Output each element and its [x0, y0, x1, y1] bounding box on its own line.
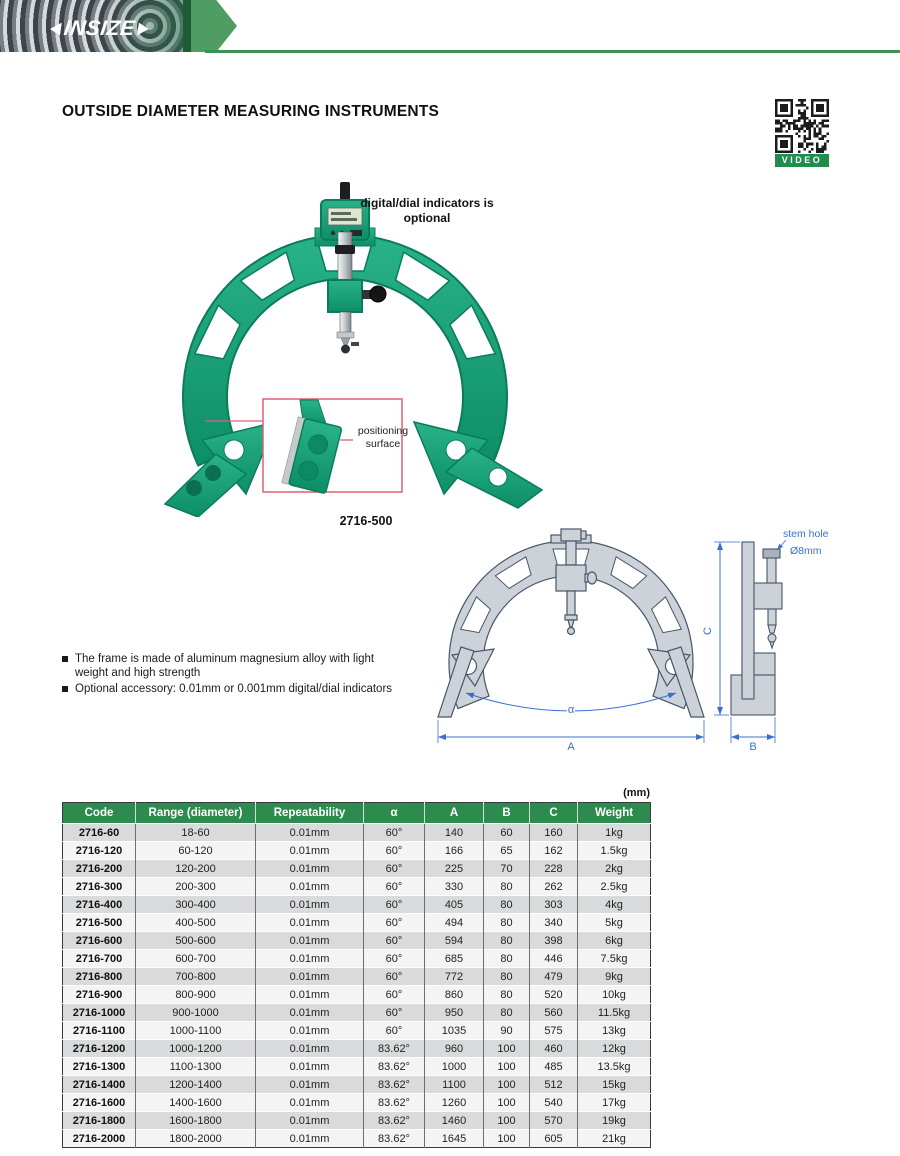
cell-value: 225 [425, 860, 484, 878]
spec-table-body [63, 824, 651, 1148]
cell-value: 60° [364, 986, 425, 1004]
stem-hole-label: stem hole [783, 528, 829, 540]
cell-code: 2716-1800 [63, 1112, 136, 1130]
cell-value: 1800-2000 [136, 1130, 256, 1148]
cell-value: 685 [425, 950, 484, 968]
cell-value: 21kg [578, 1130, 651, 1148]
cell-value: 1200-1400 [136, 1076, 256, 1094]
cell-value: 60° [364, 914, 425, 932]
cell-value: 446 [530, 950, 578, 968]
banner-green-arrow-icon [191, 0, 237, 52]
qr-code[interactable] [775, 99, 829, 153]
front-view [438, 529, 704, 717]
cell-value: 80 [484, 1004, 530, 1022]
features-list [62, 652, 407, 698]
dim-b-label: B [749, 741, 757, 753]
cell-value: 80 [484, 932, 530, 950]
cell-value: 1000-1100 [136, 1022, 256, 1040]
cell-value: 600-700 [136, 950, 256, 968]
table-row [63, 950, 651, 968]
table-row [63, 1130, 651, 1148]
cell-code: 2716-300 [63, 878, 136, 896]
cell-value: 540 [530, 1094, 578, 1112]
cell-value: 1460 [425, 1112, 484, 1130]
table-row [63, 1040, 651, 1058]
cell-value: 17kg [578, 1094, 651, 1112]
cell-value: 0.01mm [256, 1076, 364, 1094]
cell-value: 100 [484, 1094, 530, 1112]
cell-code: 2716-120 [63, 842, 136, 860]
stem-hole-size-label: Ø8mm [790, 545, 822, 557]
cell-value: 83.62° [364, 1040, 425, 1058]
cell-value: 100 [484, 1112, 530, 1130]
cell-code: 2716-60 [63, 824, 136, 842]
col-header-repeatability: Repeatability [256, 803, 364, 824]
cell-value: 575 [530, 1022, 578, 1040]
table-header-row [63, 803, 651, 824]
cell-value: 512 [530, 1076, 578, 1094]
cell-code: 2716-1100 [63, 1022, 136, 1040]
cell-code: 2716-700 [63, 950, 136, 968]
table-row [63, 1022, 651, 1040]
cell-value: 1400-1600 [136, 1094, 256, 1112]
cell-value: 83.62° [364, 1058, 425, 1076]
cell-value: 166 [425, 842, 484, 860]
cell-value: 100 [484, 1058, 530, 1076]
cell-value: 960 [425, 1040, 484, 1058]
cell-code: 2716-400 [63, 896, 136, 914]
table-row [63, 986, 651, 1004]
cell-value: 1.5kg [578, 842, 651, 860]
cell-code: 2716-1400 [63, 1076, 136, 1094]
cell-value: 5kg [578, 914, 651, 932]
cell-value: 120-200 [136, 860, 256, 878]
cell-value: 0.01mm [256, 914, 364, 932]
feature-item: Optional accessory: 0.01mm or 0.001mm digital/dial indicators [62, 682, 407, 696]
cell-value: 479 [530, 968, 578, 986]
cell-value: 90 [484, 1022, 530, 1040]
table-row [63, 824, 651, 842]
cell-value: 60° [364, 860, 425, 878]
table-row [63, 842, 651, 860]
cell-value: 10kg [578, 986, 651, 1004]
table-row [63, 1094, 651, 1112]
cell-value: 0.01mm [256, 1040, 364, 1058]
cell-value: 80 [484, 896, 530, 914]
cell-value: 340 [530, 914, 578, 932]
cell-value: 1100-1300 [136, 1058, 256, 1076]
feature-item: The frame is made of aluminum magnesium alloy with light weight and high strength [62, 652, 407, 680]
cell-value: 494 [425, 914, 484, 932]
positioning-surface-label: positioning surface [357, 425, 409, 450]
cell-code: 2716-1200 [63, 1040, 136, 1058]
cell-value: 0.01mm [256, 842, 364, 860]
cell-value: 60° [364, 950, 425, 968]
cell-value: 80 [484, 950, 530, 968]
cell-value: 80 [484, 914, 530, 932]
cell-value: 860 [425, 986, 484, 1004]
cell-value: 950 [425, 1004, 484, 1022]
cell-value: 560 [530, 1004, 578, 1022]
col-header-a: A [425, 803, 484, 824]
cell-value: 83.62° [364, 1112, 425, 1130]
cell-code: 2716-1300 [63, 1058, 136, 1076]
cell-code: 2716-1600 [63, 1094, 136, 1112]
cell-value: 100 [484, 1076, 530, 1094]
cell-code: 2716-200 [63, 860, 136, 878]
table-row [63, 914, 651, 932]
col-header-b: B [484, 803, 530, 824]
cell-value: 7.5kg [578, 950, 651, 968]
technical-drawing [430, 523, 900, 768]
page-title: OUTSIDE DIAMETER MEASURING INSTRUMENTS [62, 103, 440, 120]
insize-logo [48, 17, 150, 41]
cell-value: 0.01mm [256, 1058, 364, 1076]
cell-value: 460 [530, 1040, 578, 1058]
cell-value: 0.01mm [256, 1112, 364, 1130]
cell-value: 1035 [425, 1022, 484, 1040]
cell-value: 0.01mm [256, 1130, 364, 1148]
cell-value: 60° [364, 824, 425, 842]
cell-value: 6kg [578, 932, 651, 950]
cell-value: 1260 [425, 1094, 484, 1112]
cell-code: 2716-800 [63, 968, 136, 986]
cell-value: 80 [484, 986, 530, 1004]
cell-value: 2kg [578, 860, 651, 878]
table-row [63, 1112, 651, 1130]
cell-value: 160 [530, 824, 578, 842]
cell-value: 60-120 [136, 842, 256, 860]
cell-value: 0.01mm [256, 1022, 364, 1040]
cell-value: 100 [484, 1130, 530, 1148]
cell-value: 570 [530, 1112, 578, 1130]
cell-value: 83.62° [364, 1076, 425, 1094]
banner-green-rule [205, 50, 900, 53]
cell-value: 9kg [578, 968, 651, 986]
cell-value: 65 [484, 842, 530, 860]
cell-value: 15kg [578, 1076, 651, 1094]
cell-value: 11.5kg [578, 1004, 651, 1022]
table-row [63, 1058, 651, 1076]
logo-right-arrow-icon [137, 23, 150, 36]
table-row [63, 878, 651, 896]
cell-value: 13kg [578, 1022, 651, 1040]
cell-value: 1kg [578, 824, 651, 842]
annotation-optional-indicators: digital/dial indicators is optional [360, 196, 494, 225]
cell-value: 1600-1800 [136, 1112, 256, 1130]
cell-value: 0.01mm [256, 860, 364, 878]
cell-value: 60° [364, 1004, 425, 1022]
cell-value: 60° [364, 932, 425, 950]
cell-value: 19kg [578, 1112, 651, 1130]
cell-code: 2716-2000 [63, 1130, 136, 1148]
cell-value: 300-400 [136, 896, 256, 914]
logo-left-arrow-icon [49, 23, 62, 36]
product-model-label: 2716-500 [339, 514, 393, 528]
cell-value: 4kg [578, 896, 651, 914]
cell-value: 0.01mm [256, 950, 364, 968]
cell-value: 405 [425, 896, 484, 914]
cell-value: 0.01mm [256, 1004, 364, 1022]
cell-value: 83.62° [364, 1130, 425, 1148]
cell-value: 398 [530, 932, 578, 950]
cell-value: 60° [364, 878, 425, 896]
cell-value: 400-500 [136, 914, 256, 932]
cell-value: 83.62° [364, 1094, 425, 1112]
cell-value: 60° [364, 896, 425, 914]
cell-value: 80 [484, 968, 530, 986]
cell-value: 1100 [425, 1076, 484, 1094]
cell-value: 0.01mm [256, 896, 364, 914]
logo-text: INSIZE [62, 17, 137, 40]
dim-alpha-label: α [567, 704, 575, 716]
table-row [63, 860, 651, 878]
cell-value: 60° [364, 842, 425, 860]
cell-value: 0.01mm [256, 1094, 364, 1112]
cell-value: 1645 [425, 1130, 484, 1148]
dim-a-label: A [567, 741, 575, 753]
cell-value: 0.01mm [256, 824, 364, 842]
cell-value: 500-600 [136, 932, 256, 950]
cell-value: 772 [425, 968, 484, 986]
cell-value: 60° [364, 968, 425, 986]
cell-value: 60 [484, 824, 530, 842]
cell-value: 330 [425, 878, 484, 896]
cell-value: 0.01mm [256, 878, 364, 896]
cell-value: 605 [530, 1130, 578, 1148]
cell-value: 12kg [578, 1040, 651, 1058]
cell-code: 2716-600 [63, 932, 136, 950]
dim-c-label: C [702, 627, 714, 635]
table-row [63, 932, 651, 950]
col-header-code: Code [63, 803, 136, 824]
cell-value: 140 [425, 824, 484, 842]
cell-value: 0.01mm [256, 932, 364, 950]
cell-value: 520 [530, 986, 578, 1004]
cell-value: 900-1000 [136, 1004, 256, 1022]
cell-value: 800-900 [136, 986, 256, 1004]
cell-value: 2.5kg [578, 878, 651, 896]
cell-value: 1000 [425, 1058, 484, 1076]
cell-value: 60° [364, 1022, 425, 1040]
cell-value: 485 [530, 1058, 578, 1076]
cell-value: 200-300 [136, 878, 256, 896]
qr-code-svg[interactable] [775, 99, 829, 153]
cell-code: 2716-900 [63, 986, 136, 1004]
cell-code: 2716-1000 [63, 1004, 136, 1022]
banner-machinery-photo [0, 0, 186, 52]
cell-value: 70 [484, 860, 530, 878]
cell-value: 13.5kg [578, 1058, 651, 1076]
cell-value: 594 [425, 932, 484, 950]
table-row [63, 896, 651, 914]
col-header-range: Range (diameter) [136, 803, 256, 824]
col-header-c: C [530, 803, 578, 824]
table-row [63, 968, 651, 986]
table-row [63, 1004, 651, 1022]
cell-value: 0.01mm [256, 986, 364, 1004]
cell-value: 228 [530, 860, 578, 878]
spec-table [62, 802, 651, 1148]
cell-value: 700-800 [136, 968, 256, 986]
cell-value: 303 [530, 896, 578, 914]
video-badge[interactable]: VIDEO [775, 154, 829, 167]
cell-value: 100 [484, 1040, 530, 1058]
cell-code: 2716-500 [63, 914, 136, 932]
left-foot [165, 422, 276, 517]
cell-value: 0.01mm [256, 968, 364, 986]
cell-value: 1000-1200 [136, 1040, 256, 1058]
cell-value: 18-60 [136, 824, 256, 842]
table-row [63, 1076, 651, 1094]
cell-value: 262 [530, 878, 578, 896]
side-view [731, 542, 782, 715]
unit-note: (mm) [623, 787, 650, 799]
col-header-weight: Weight [578, 803, 651, 824]
col-header-alpha: α [364, 803, 425, 824]
cell-value: 162 [530, 842, 578, 860]
cell-value: 80 [484, 878, 530, 896]
